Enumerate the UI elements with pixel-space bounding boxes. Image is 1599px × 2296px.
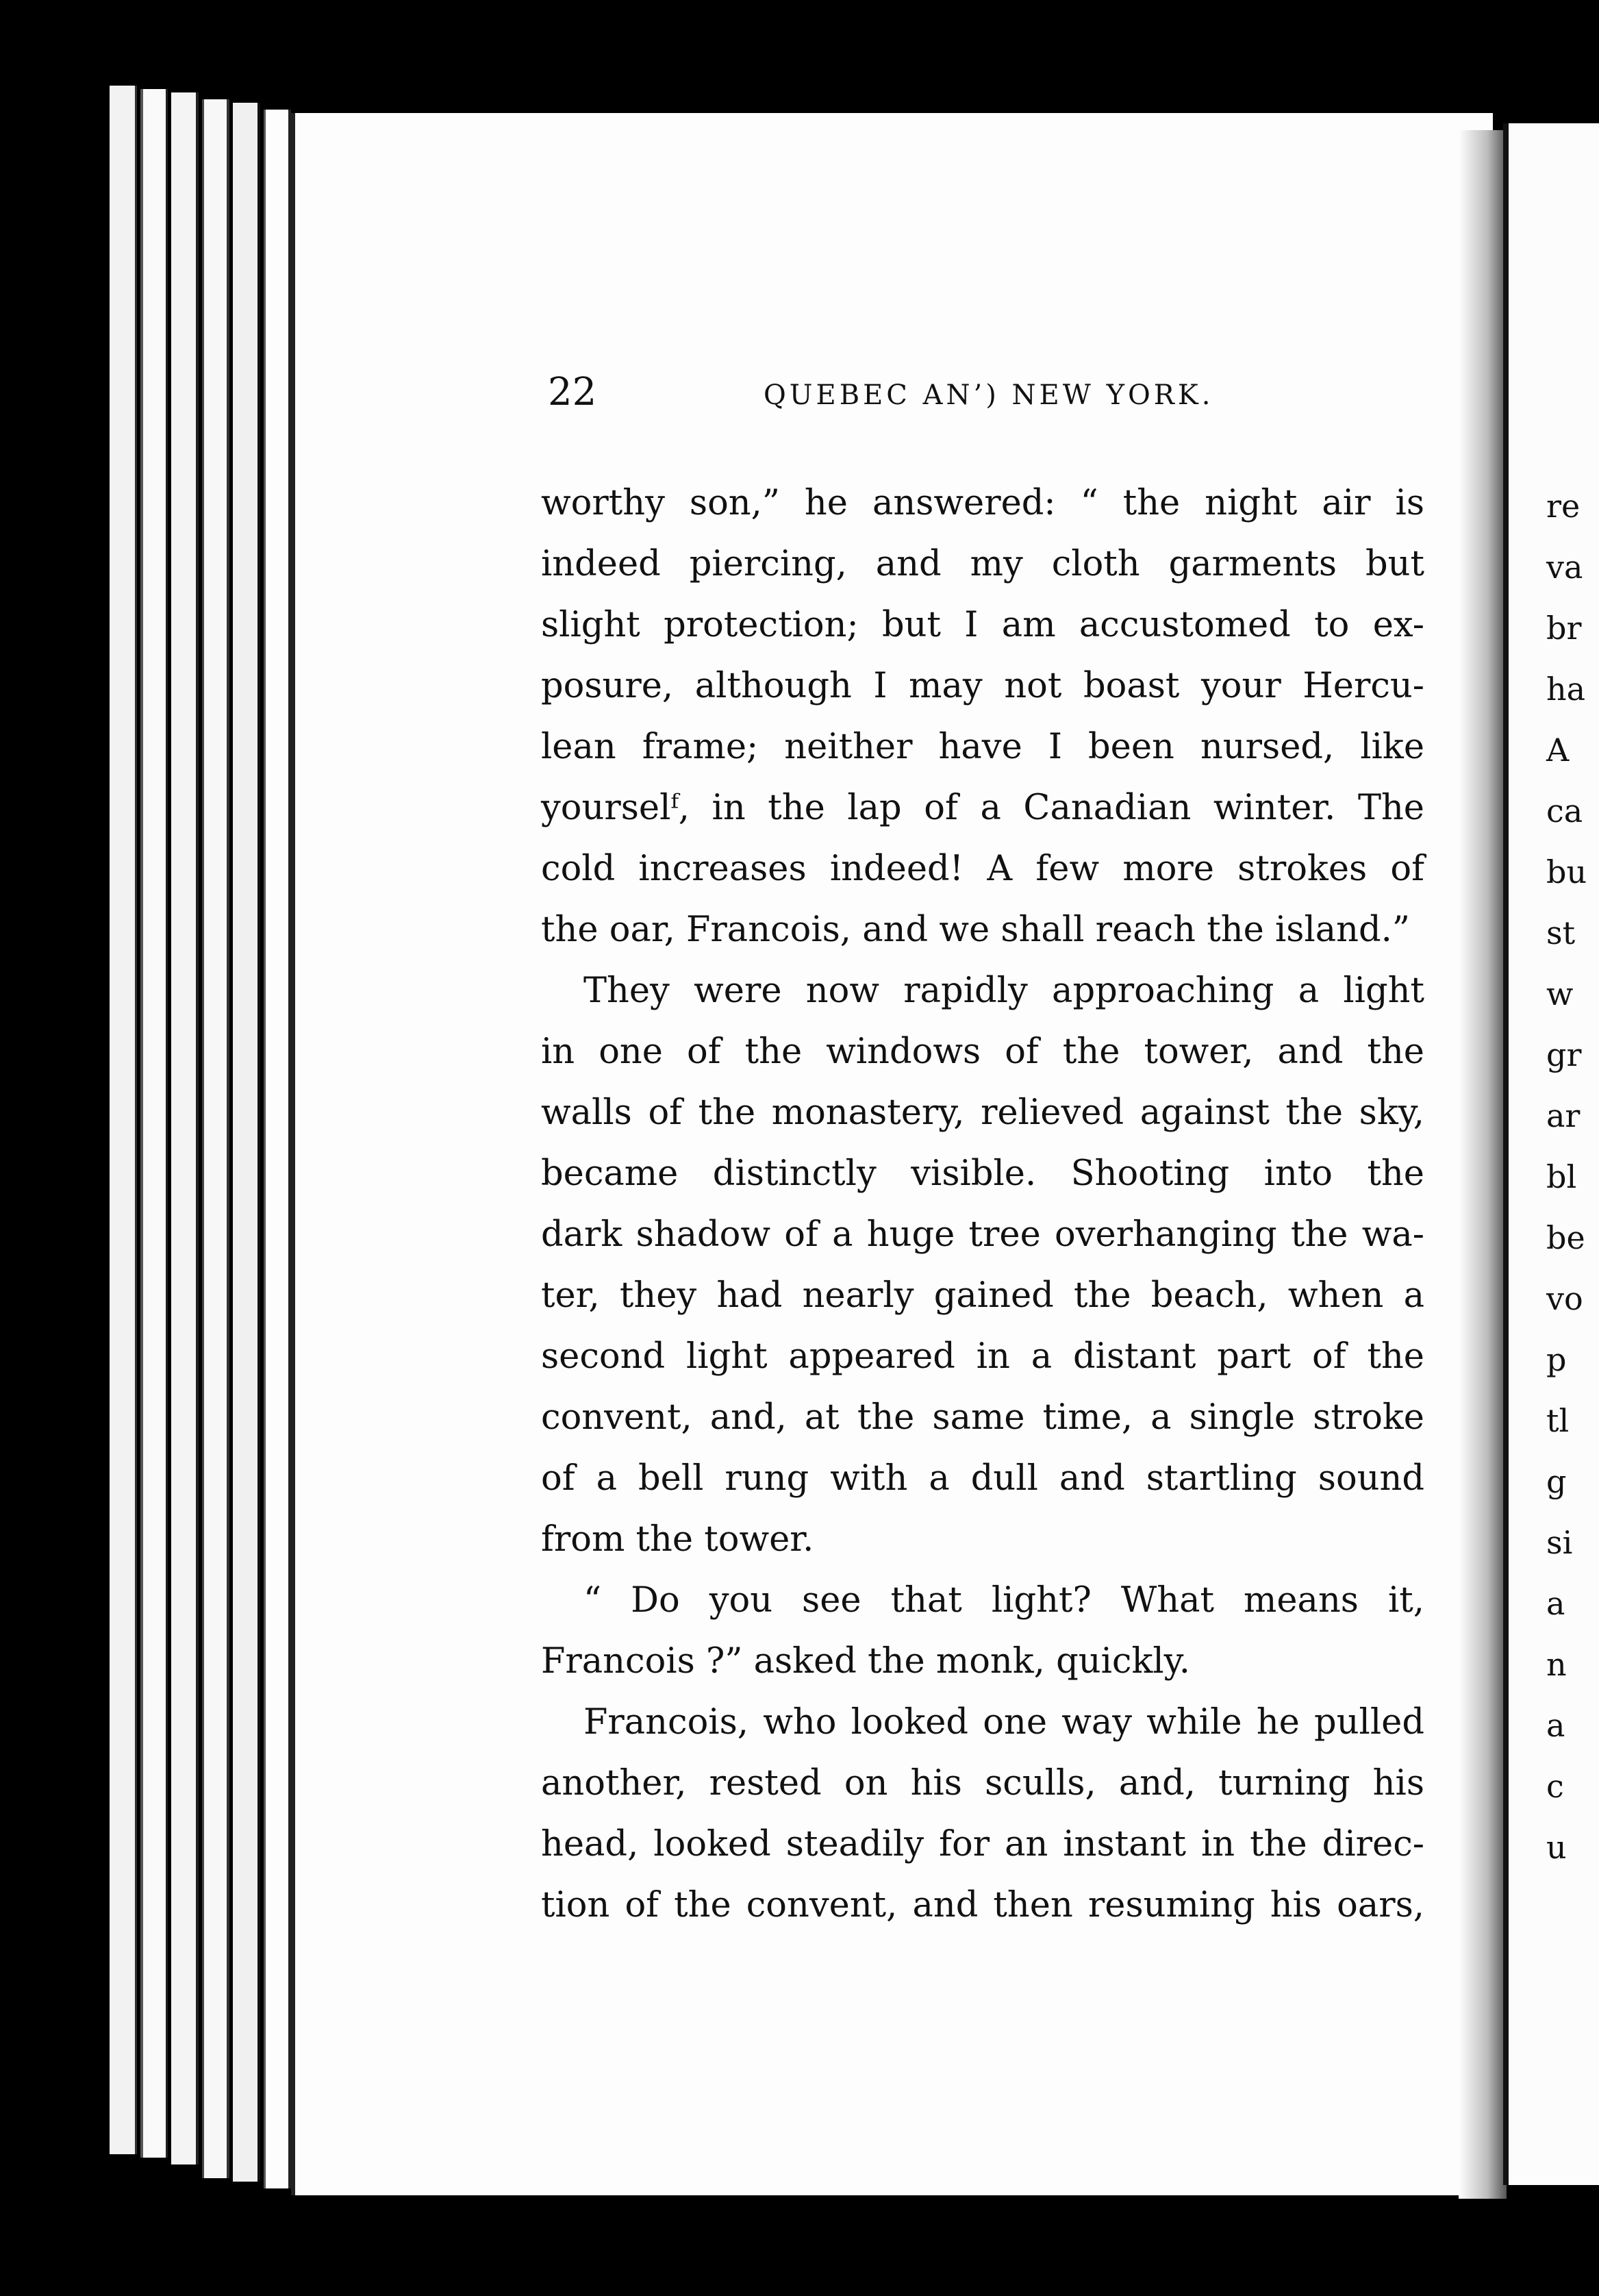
- facing-page-text-fragments: [1546, 476, 1587, 1878]
- facing-line: c: [1546, 1768, 1564, 1805]
- text-line: They were now rapidly approaching a light: [583, 971, 1424, 1011]
- book-gutter-shadow: [1459, 130, 1507, 2199]
- facing-line: a: [1546, 1585, 1565, 1622]
- text-line: posure, although I may not boast your Hercu-: [541, 666, 1424, 706]
- facing-line: vo: [1546, 1280, 1583, 1317]
- page-edge: [233, 103, 260, 2182]
- text-line: yourselᶠ, in the lap of a Canadian winter. The: [541, 788, 1424, 828]
- facing-line: si: [1546, 1524, 1573, 1561]
- facing-line: g: [1546, 1463, 1567, 1500]
- page-edge: [110, 86, 137, 2154]
- facing-line: gr: [1546, 1036, 1582, 1073]
- text-line: indeed piercing, and my cloth garments but: [541, 544, 1424, 584]
- text-line: lean frame; neither have I been nursed, like: [541, 727, 1424, 767]
- text-line: walls of the monastery, relieved against the sky,: [541, 1093, 1424, 1133]
- text-line: of a bell rung with a dull and startling sound: [541, 1458, 1424, 1499]
- text-line: slight protection; but I am accustomed to ex-: [541, 605, 1424, 645]
- running-head: [548, 370, 1424, 432]
- facing-line: bl: [1546, 1158, 1577, 1195]
- facing-line: ar: [1546, 1097, 1581, 1134]
- page-edge: [140, 89, 168, 2158]
- facing-line: A: [1546, 732, 1570, 769]
- facing-line: a: [1546, 1707, 1565, 1744]
- text-line: head, looked steadily for an instant in the direc-: [541, 1824, 1424, 1864]
- text-line: from the tower.: [541, 1519, 814, 1560]
- facing-line: va: [1546, 549, 1583, 586]
- facing-line: tl: [1546, 1402, 1570, 1439]
- facing-line: ha: [1546, 671, 1586, 708]
- text-line: “ Do you see that light? What means it,: [583, 1580, 1424, 1621]
- text-line: in one of the windows of the tower, and the: [541, 1032, 1424, 1072]
- text-line: convent, and, at the same time, a single stroke: [541, 1397, 1424, 1438]
- text-line: the oar, Francois, and we shall reach the island.”: [541, 910, 1410, 950]
- text-line: Francois ?” asked the monk, quickly.: [541, 1641, 1190, 1682]
- facing-line: n: [1546, 1646, 1567, 1683]
- text-line: became distinctly visible. Shooting into the: [541, 1153, 1424, 1194]
- facing-line: bu: [1546, 853, 1587, 890]
- body-text: [541, 473, 1424, 1936]
- text-line: cold increases indeed! A few more strokes of: [541, 849, 1424, 889]
- running-title: QUEBEC AN’) NEW YORK.: [764, 379, 1214, 411]
- text-line: another, rested on his sculls, and, turning his: [541, 1763, 1424, 1804]
- text-line: dark shadow of a huge tree overhanging the wa-: [541, 1214, 1424, 1255]
- text-line: Francois, who looked one way while he pulled: [583, 1702, 1424, 1743]
- facing-line: be: [1546, 1219, 1585, 1256]
- text-line: worthy son,” he answered: “ the night air is: [541, 483, 1424, 523]
- text-line: tion of the convent, and then resuming his oars,: [541, 1885, 1424, 1925]
- text-line: second light appeared in a distant part of the: [541, 1336, 1424, 1377]
- facing-line: br: [1546, 610, 1582, 647]
- facing-line: u: [1546, 1829, 1567, 1866]
- page-edge: [264, 110, 291, 2188]
- facing-line: w: [1546, 975, 1574, 1012]
- facing-line: p: [1546, 1341, 1567, 1378]
- page-edge: [171, 92, 199, 2164]
- page-number: 22: [548, 370, 597, 414]
- facing-line: ca: [1546, 793, 1583, 829]
- facing-line: re: [1546, 488, 1581, 525]
- page-edge: [202, 99, 229, 2178]
- text-line: ter, they had nearly gained the beach, when a: [541, 1275, 1424, 1316]
- facing-line: st: [1546, 914, 1576, 951]
